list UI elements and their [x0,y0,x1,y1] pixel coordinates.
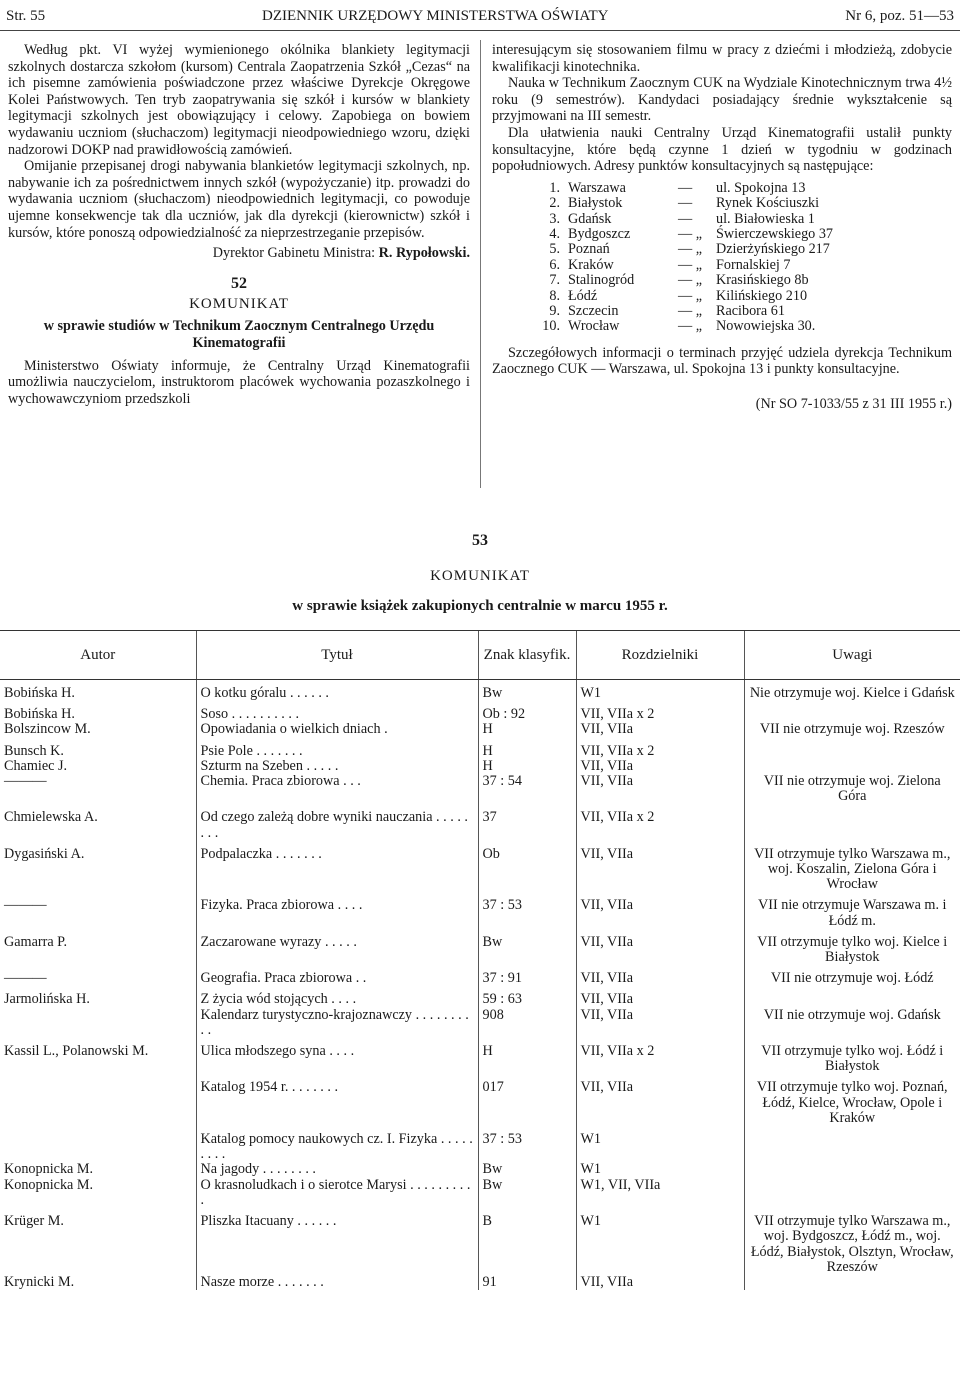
cell-title: Na jagody . . . . . . . . [196,1162,478,1177]
point-city: Poznań [568,241,610,258]
cell-title: Zaczarowane wyrazy . . . . . [196,935,478,965]
signature-name: R. Rypołowski. [378,245,470,262]
cell-notes: VII otrzymuje tylko woj. Kielce i Białystok [744,935,960,965]
cell-author: Krynicki M. [4,1273,75,1290]
cell-distribution: W1, VII, VIIa [576,1178,744,1208]
cell-distribution: W1 [576,1214,744,1275]
consultation-point [536,289,837,304]
cell-distribution: W1 [576,1162,744,1177]
cell-title: Ulica młodszego syna . . . . [196,1044,478,1074]
table-row [0,810,960,840]
table-row [0,759,960,774]
table-row [0,1178,960,1208]
cell-distribution: VII, VIIa [576,992,744,1007]
cell-distribution: W1 [576,1132,744,1162]
cell-author: Dygasiński A. [4,845,85,862]
table-row [0,1162,960,1177]
col-header-distribution: Rozdzielniki [576,631,744,680]
cell-distribution: VII, VIIa [576,1275,744,1290]
point-city: Bydgoszcz [568,225,631,242]
point-dash: — „ [678,272,703,289]
table-row [0,992,960,1007]
point-address: Świerczewskiego 37 [716,225,834,242]
right-paragraph-3: Dla ułatwienia nauki Centralny Urząd Kinematografii ustalił punkty konsultacyjne, które będą czynne 1 dzień w tygodniu w godzinach popołudniowych. Adresy punktów konsultacyjnych są następujące: [492,124,952,175]
cell-distribution: VII, VIIa [576,774,744,804]
cell-author [0,1132,196,1162]
cell-notes [744,1132,960,1162]
point-dash: — „ [678,225,703,242]
cell-class: Ob [478,847,576,893]
point-number: 5. [549,241,560,258]
point-city: Łódź [568,287,598,304]
cell-distribution: W1 [576,686,744,701]
cell-author [0,1080,196,1126]
cell-author: Chmielewska A. [4,809,98,826]
cell-class: 37 [478,810,576,840]
cell-notes [744,1275,960,1290]
point-number: 7. [549,272,560,289]
point-dash: — [678,179,693,196]
col-header-author: Autor [0,631,196,680]
cell-notes: VII otrzymuje tylko Warszawa m., woj. Bydgoszcz, Łódź m., woj. Łódź, Białystok, Olsztyn, Wrocław, Rzeszów [744,1214,960,1275]
cell-distribution: VII, VIIa [576,1008,744,1038]
point-number: 3. [549,210,560,227]
signature-title: Dyrektor Gabinetu Ministra: [212,245,376,262]
table-row [0,707,960,722]
table-row [0,744,960,759]
cell-distribution: VII, VIIa x 2 [576,810,744,840]
point-city: Gdańsk [568,210,612,227]
cell-notes: Nie otrzymuje woj. Kielce i Gdańsk [744,686,960,701]
issue-ref: Nr 6, poz. 51—53 [845,8,954,24]
cell-class: H [478,744,576,759]
signature [8,245,470,262]
point-city: Białystok [568,195,623,212]
doc-53-heading: KOMUNIKAT [430,568,530,584]
cell-title: Szturm na Szeben . . . . . [196,759,478,774]
cell-author: Bolszincow M. [4,721,91,738]
cell-class: Bw [478,1162,576,1177]
left-paragraph-1: Według pkt. VI wyżej wymienionego okólnika blankiety legitymacji szkolnych dostarcza szkołom (kursom) Centrala Zaopatrzenia Szkół „Cezas“ na ich pisemne zamówienia poświadczone przez właściwe Dyrekcje Okręgowe Kolei Państwowych. Ten tryb zaopatrywania się szkół i kursów w blankiety legitymacji szkolnych jest obowiązujący i celowy. Zapobiega on bowiem wydawaniu uczniom (słuchaczom) legitymacji nieodpowiedniego wzoru, dzięki nadzorowi DOKP nad prawidłowością zamówień. [8,42,470,158]
cell-author: Bunsch K. [4,742,64,759]
point-address: Krasińskiego 8b [716,272,809,289]
cell-notes [744,992,960,1007]
column-divider [480,40,481,488]
point-number: 10. [542,318,560,335]
cell-class: 017 [478,1080,576,1126]
point-number: 8. [549,287,560,304]
cell-author: Konopnicka M. [4,1176,94,1193]
point-dash: — „ [678,287,703,304]
consultation-point [536,227,837,242]
table-row [0,1044,960,1074]
point-address: Racibora 61 [716,303,785,319]
cell-title: Katalog 1954 r. . . . . . . . [196,1080,478,1126]
left-column [8,42,470,407]
cell-notes: VII otrzymuje tylko Warszawa m., woj. Koszalin, Zielona Góra i Wrocław [744,847,960,893]
left-paragraph-2: Omijanie przepisanej drogi nabywania blankietów legitymacji szkolnych, np. nabywanie ich za pośrednictwem innych szkół (wypożyczanie) itp. prowadzi do wydawania uczniom (słuchaczom) nieodpowiednich legitymacji, co powoduje ujemne konsekwencje tak dla uczniów, jak dla dyrekcji (kierownictw) szkół i kursów, które ponoszą odpowiedzialność za nieprzestrzeganie przepisów. [8,158,470,241]
cell-class: Bw [478,1178,576,1208]
cell-title: Nasze morze . . . . . . . [196,1275,478,1290]
cell-title: Od czego zależą dobre wyniki nauczania . . . . . . . . [196,810,478,840]
point-number: 9. [549,303,560,319]
cell-notes: VII nie otrzymuje Warszawa m. i Łódź m. [744,898,960,928]
page-number: Str. 55 [6,8,46,24]
consultation-point [536,242,837,257]
cell-notes [744,810,960,840]
cell-title: Chemia. Praca zbiorowa . . . [196,774,478,804]
cell-distribution: VII, VIIa [576,971,744,986]
point-dash: — „ [678,303,703,319]
point-address: Nowowiejska 30. [716,318,816,335]
consultation-points-list [536,181,837,335]
consultation-point [536,181,837,196]
point-dash: — „ [678,318,703,335]
point-city: Stalinogród [568,272,635,289]
cell-notes: VII nie otrzymuje woj. Łódź [744,971,960,986]
journal-title: DZIENNIK URZĘDOWY MINISTERSTWA OŚWIATY [262,8,609,24]
right-column [492,42,952,413]
cell-title: Fizyka. Praca zbiorowa . . . . [196,898,478,928]
books-table [0,630,960,1290]
cell-distribution: VII, VIIa [576,935,744,965]
point-city: Szczecin [568,303,619,319]
cell-notes: VII otrzymuje tylko woj. Łódź i Białystok [744,1044,960,1074]
cell-notes: VII nie otrzymuje woj. Gdańsk [744,1008,960,1038]
col-header-class: Znak klasyfik. [478,631,576,680]
point-dash: — „ [678,241,703,258]
cell-title: Psie Pole . . . . . . . [196,744,478,759]
point-city: Kraków [568,256,614,273]
table-row [0,847,960,893]
cell-notes [744,707,960,722]
point-address: Fornalskiej 7 [716,256,791,273]
cell-distribution: VII, VIIa x 2 [576,1044,744,1074]
cell-class: H [478,722,576,737]
cell-author: Bobińska H. [4,685,75,701]
cell-author: Konopnicka M. [4,1161,94,1178]
cell-title: Podpalaczka . . . . . . . [196,847,478,893]
point-dash: — [678,195,693,212]
table-row [0,722,960,737]
cell-author: ——— [4,897,47,914]
cell-notes: VII nie otrzymuje woj. Rzeszów [744,722,960,737]
cell-distribution: VII, VIIa [576,847,744,893]
cell-author: Krüger M. [4,1213,64,1230]
cell-title: O krasnoludkach i o sierotce Marysi . . . . . . . . . . [196,1178,478,1208]
cell-distribution: VII, VIIa [576,898,744,928]
cell-author: Jarmolińska H. [4,991,90,1008]
cell-class: B [478,1214,576,1275]
cell-class: H [478,759,576,774]
cell-author: Gamarra P. [4,933,68,950]
point-number: 2. [549,195,560,212]
cell-title: Katalog pomocy naukowych cz. I. Fizyka . . . . . . . . . [196,1132,478,1162]
consultation-point [536,196,837,211]
point-number: 1. [549,179,560,196]
cell-class: 37 : 53 [478,898,576,928]
cell-class: 59 : 63 [478,992,576,1007]
cell-distribution: VII, VIIa x 2 [576,707,744,722]
right-paragraph-4: Szczegółowych informacji o terminach przyjęć udziela dyrekcja Technikum Zaocznego CUK — Warszawa, ul. Spokojna 13 i punkty konsultacyjne. [492,344,952,378]
cell-title: Z życia wód stojących . . . . [196,992,478,1007]
right-paragraph-2: Nauka w Technikum Zaocznym CUK na Wydziale Kinotechnicznym trwa 4½ roku (9 semestrów). Kandydaci posiadający średnie wykształcenie są przyjmowani na III semestr. [492,75,952,125]
table-row [0,1214,960,1275]
cell-distribution: VII, VIIa [576,722,744,737]
point-address: Dzierżyńskiego 217 [716,241,830,258]
cell-author: Kassil L., Polanowski M. [4,1043,149,1060]
cell-class: H [478,1044,576,1074]
page-header [0,0,960,31]
cell-class: 908 [478,1008,576,1038]
point-address: Rynek Kościuszki [716,195,820,212]
cell-class: 37 : 53 [478,1132,576,1162]
consultation-point [536,258,837,273]
reference-number: (Nr SO 7-1033/55 z 31 III 1955 r.) [755,396,952,412]
cell-class: 91 [478,1275,576,1290]
consultation-point [536,304,837,319]
cell-distribution: VII, VIIa [576,1080,744,1126]
table-row [0,898,960,928]
cell-class: Bw [478,935,576,965]
point-number: 4. [549,225,560,242]
cell-notes [744,759,960,774]
doc-53-subject: w sprawie książek zakupionych centralnie w marcu 1955 r. [292,598,668,614]
cell-author: ——— [4,970,47,987]
cell-title: Opowiadania o wielkich dniach . [196,722,478,737]
col-header-notes: Uwagi [744,631,960,680]
cell-class: Bw [478,686,576,701]
cell-notes [744,744,960,759]
cell-title: Pliszka Itacuany . . . . . . [196,1214,478,1275]
table-row [0,1080,960,1126]
table-row [0,1132,960,1162]
cell-author [0,1008,196,1038]
consultation-point [536,319,837,334]
cell-class: Ob : 92 [478,707,576,722]
doc-52-heading: KOMUNIKAT [189,295,289,312]
point-dash: — „ [678,256,703,273]
table-row [0,774,960,804]
cell-title: Kalendarz turystyczno-krajoznawczy . . . . . . . . . . [196,1008,478,1038]
point-city: Warszawa [568,179,626,196]
cell-author: Bobińska H. [4,706,75,723]
table-row [0,971,960,986]
right-paragraph-1: interesującym się stosowaniem filmu w pracy z dziećmi i młodzieżą, zdobycie kwalifikacji kinotechnika. [492,42,952,75]
cell-notes [744,1178,960,1208]
cell-title: Geografia. Praca zbiorowa . . [196,971,478,986]
point-address: ul. Spokojna 13 [716,179,806,196]
doc-52-number: 52 [231,274,247,292]
doc-52-subject: w sprawie studiów w Technikum Zaocznym Centralnego Urzędu Kinematografii [43,318,435,351]
cell-notes [744,1162,960,1177]
consultation-point [536,212,837,227]
point-address: ul. Białowieska 1 [716,210,815,227]
point-dash: — [678,210,693,227]
table-row [0,1008,960,1038]
cell-distribution: VII, VIIa x 2 [576,744,744,759]
point-city: Wrocław [568,318,620,335]
col-header-title: Tytuł [196,631,478,680]
cell-author: Chamiec J. [4,757,68,774]
point-number: 6. [549,256,560,273]
cell-class: 37 : 91 [478,971,576,986]
cell-author: ——— [4,773,47,790]
table-row [0,686,960,701]
left-paragraph-3: Ministerstwo Oświaty informuje, że Centralny Urząd Kinematografii umożliwia nauczycielom, instruktorom placówek wychowania pozaszkolnego i wychowawczyniom przedszkoli [8,357,470,407]
cell-title: O kotku góralu . . . . . . [196,686,478,701]
cell-class: 37 : 54 [478,774,576,804]
table-row [0,1275,960,1290]
cell-notes: VII otrzymuje tylko woj. Poznań, Łódź, Kielce, Wrocław, Opole i Kraków [744,1080,960,1126]
cell-title: Soso . . . . . . . . . . [196,707,478,722]
doc-53-number: 53 [472,532,488,549]
consultation-point [536,273,837,288]
cell-distribution: VII, VIIa [576,759,744,774]
table-row [0,935,960,965]
cell-notes: VII nie otrzymuje woj. Zielona Góra [744,774,960,804]
point-address: Kilińskiego 210 [716,287,808,304]
